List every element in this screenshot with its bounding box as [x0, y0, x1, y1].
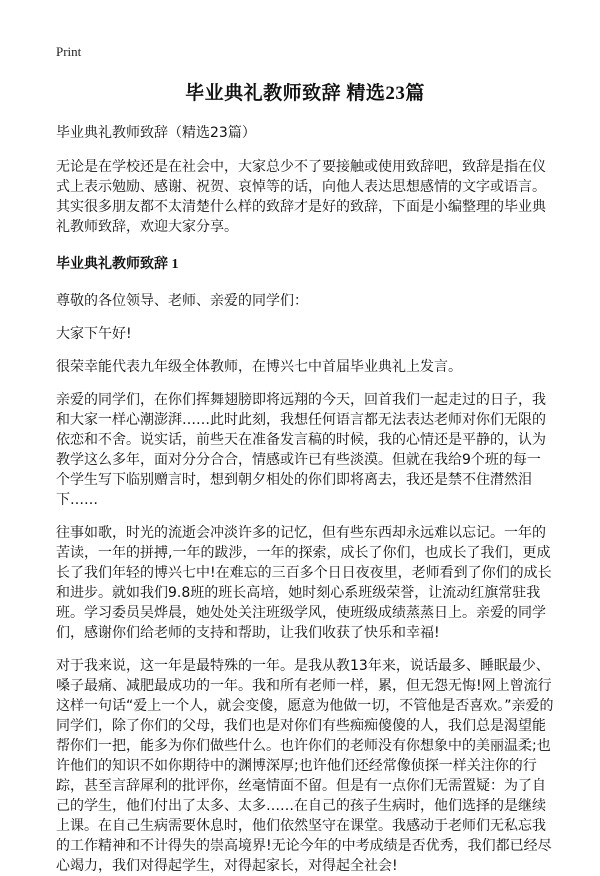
document-subtitle: 毕业典礼教师致辞（精选23篇） [56, 125, 256, 141]
section-heading: 毕业典礼教师致辞 1 [56, 257, 179, 272]
paragraph: 对于我来说，这一年是最特殊的一年。是我从教13年来，说话最多、睡眠最少、嗓子最痛、减肥最成功的一年。我和所有老师一样，累，但无怨无悔!网上曾流行这样一句话“爱上一个人，就会变傻，愿意为他做一切，不管他是否喜欢。”亲爱的同学们，除了你们的父母，我们也是对你们有些痴痴傻傻的人，我们总是渴望能帮你们一把，能多为你们做些什么。也许你们的老师没有你想象中的美丽温柔;也许他们的知识不如你期待中的渊博深厚;也许他们还经常像侦探一样关注你的行踪，甚至言辞犀利的批评你，丝毫情面不留。但是有一点你们无需置疑：为了自己的学生，他们付出了太多、太多……在自己的孩子生病时，他们选择的是继续上课。在自己生病需要休息时，他们依然坚守在课堂。我感动于老师们无私忘我的工作精神和不计得失的崇高境界!无论今年的中考成绩是否优秀，我们都已经尽心竭力，我们对得起学生，对得起家长，对得起全社会! [56, 658, 554, 874]
paragraph-greeting: 大家下午好! [56, 326, 132, 342]
intro-paragraph: 无论是在学校还是在社会中，大家总少不了要接触或使用致辞吧，致辞是指在仪式上表示勉励、感谢、祝贺、哀悼等的话，向他人表达思想感情的文字或语言。其实很多朋友都不太清楚什么样的致辞才是好的致辞，下面是小编整理的毕业典礼教师致辞，欢迎大家分享。 [56, 159, 546, 235]
paragraph: 很荣幸能代表九年级全体教师，在博兴七中首届毕业典礼上发言。 [56, 359, 462, 375]
page-title: 毕业典礼教师致辞 精选23篇 [185, 83, 425, 104]
print-link[interactable]: Print [56, 44, 82, 59]
paragraph: 往事如歌，时光的流逝会冲淡许多的记忆，但有些东西却永远难以忘记。一年的苦读，一年的拼搏,一年的跋涉，一年的探索，成长了你们，也成长了我们，更成长了我们年轻的博兴七中!在难忘的三百多个日日夜夜里，老师看到了你们的成长和进步。就如我们9.8班的班长高培，她时刻心系班级荣誉，让流动红旗常驻我班。学习委员吴烨晨，她处处关注班级学风，使班级成绩蒸蒸日上。亲爱的同学们，感谢你们给老师的支持和帮助，让我们收获了快乐和幸福! [56, 525, 552, 641]
paragraph: 亲爱的同学们，在你们挥舞翅膀即将远翔的今天，回首我们一起走过的日子，我和大家一样心潮澎湃……此时此刻，我想任何语言都无法表达老师对你们无限的依恋和不舍。说实话，前些天在准备发言稿的时候，我的心情还是平静的，认为教学这么多年，面对分分合合，情感或许已有些淡漠。但就在我给9个班的每一个学生写下临别赠言时，想到朝夕相处的你们即将离去，我还是禁不住潸然泪下…… [56, 392, 546, 508]
paragraph-salutation: 尊敬的各位领导、老师、亲爱的同学们： [56, 293, 308, 309]
